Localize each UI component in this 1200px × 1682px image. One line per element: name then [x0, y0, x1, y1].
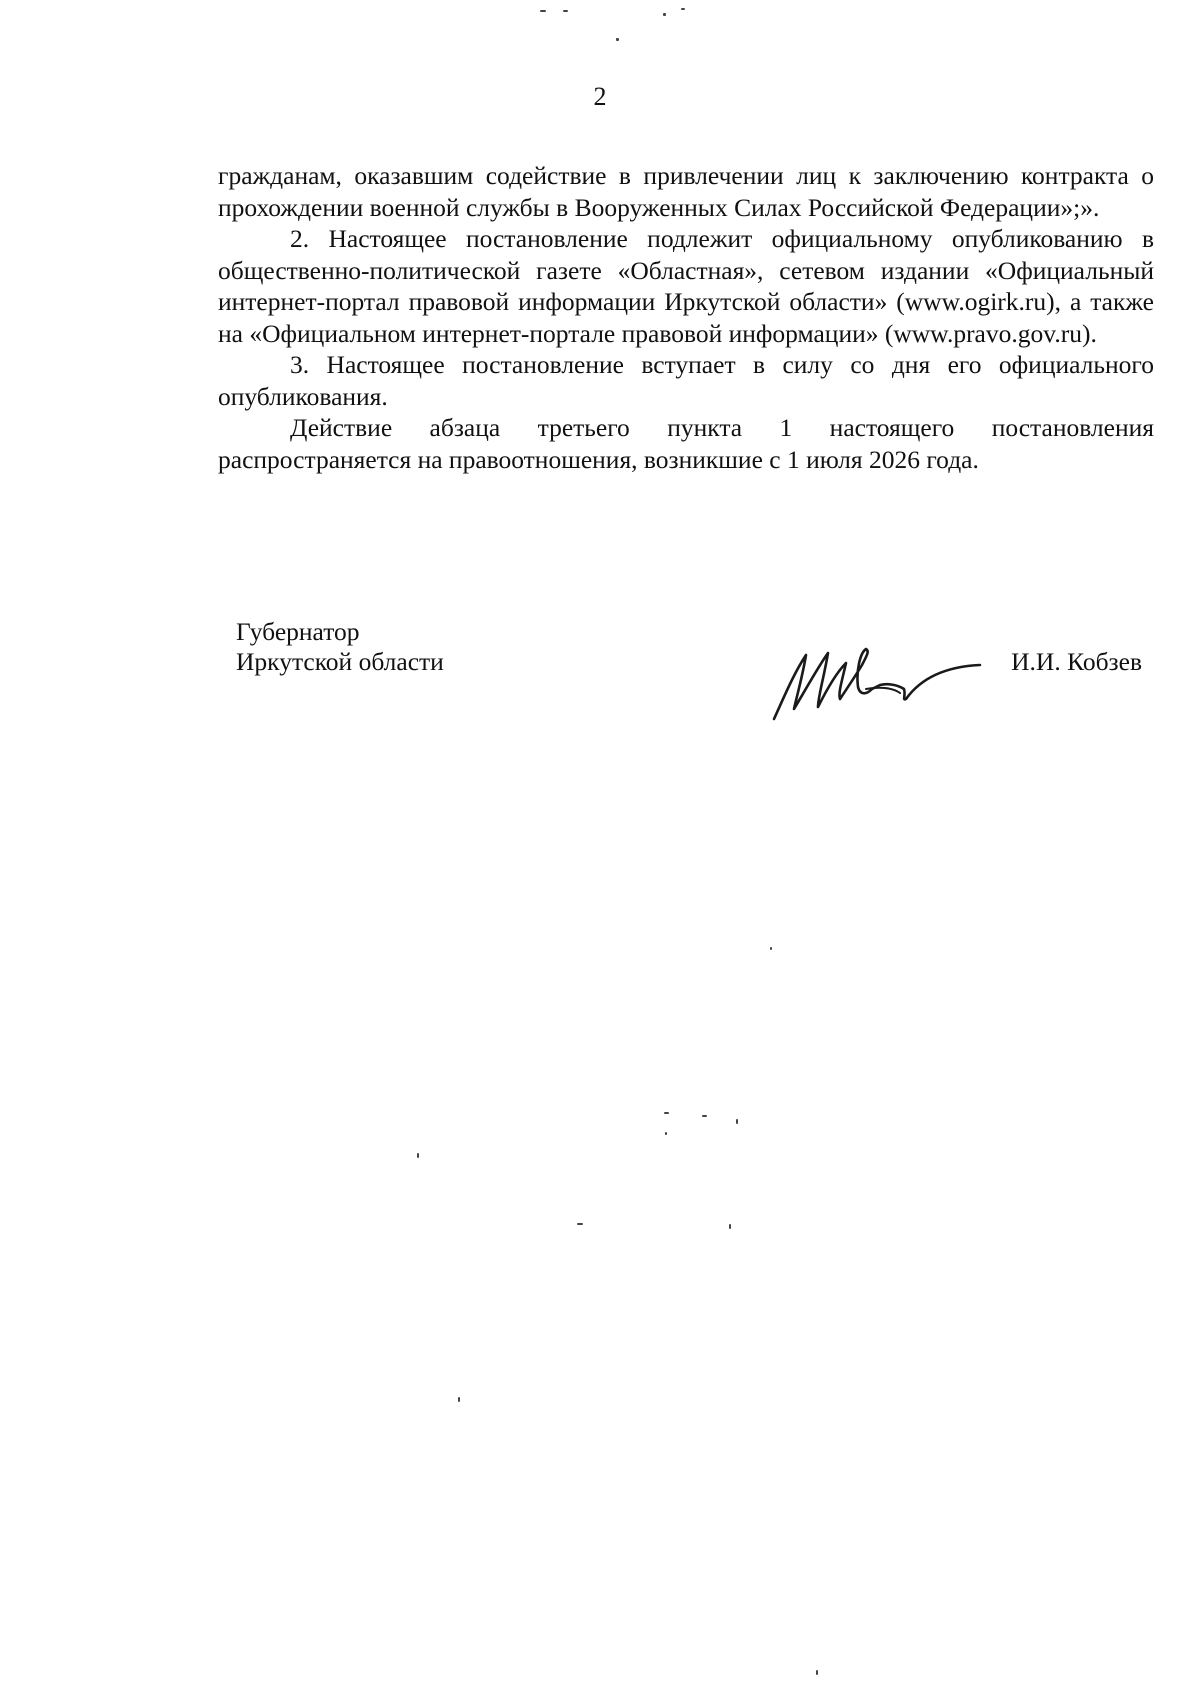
scan-speck [665, 1132, 667, 1135]
scan-speck [736, 1119, 738, 1124]
scan-speck [729, 1224, 731, 1229]
scan-speck [816, 1670, 818, 1675]
scan-speck [458, 1397, 460, 1402]
scan-speck [664, 1112, 669, 1114]
signatory-title [236, 617, 444, 677]
scan-speck [681, 8, 685, 10]
paragraph-retroactive-effect: Действие абзаца третьего пункта 1 настоящего постановления распространяется на правоотношения, возникшие с 1 июля 2026 года. [218, 413, 1154, 474]
paragraph-publication: 2. Настоящее постановление подлежит официальному опубликованию в общественно-политической газете «Областная», сетевом издании «Официальный интернет-портал правовой информации Иркутской области» (www.ogirk.ru), а также на «Официальном интернет-портале правовой информации» (www.pravo.gov.ru). [218, 224, 1154, 348]
scan-speck [577, 1223, 583, 1225]
paragraph-entry-into-force: 3. Настоящее постановление вступает в силу со дня его официального опубликования. [218, 350, 1154, 411]
page-number: 2 [593, 82, 607, 111]
signatory-title-line-2: Иркутской области [236, 647, 444, 676]
signature-block [236, 617, 1156, 727]
signatory-title-line-1: Губернатор [236, 617, 360, 646]
scan-speck [770, 947, 772, 950]
handwritten-signature [766, 627, 986, 727]
scan-speck [540, 10, 546, 12]
scan-speck [563, 10, 568, 12]
scan-speck [616, 38, 619, 41]
document-body [218, 160, 1154, 475]
signatory-name: И.И. Кобзев [1011, 647, 1142, 676]
scan-speck [702, 1115, 707, 1117]
scan-speck [417, 1153, 419, 1158]
scan-speck [663, 13, 666, 16]
paragraph-continuation: гражданам, оказавшим содействие в привлечении лиц к заключению контракта о прохождении военной службы в Вооруженных Силах Российской Федерации»;». [218, 161, 1154, 222]
